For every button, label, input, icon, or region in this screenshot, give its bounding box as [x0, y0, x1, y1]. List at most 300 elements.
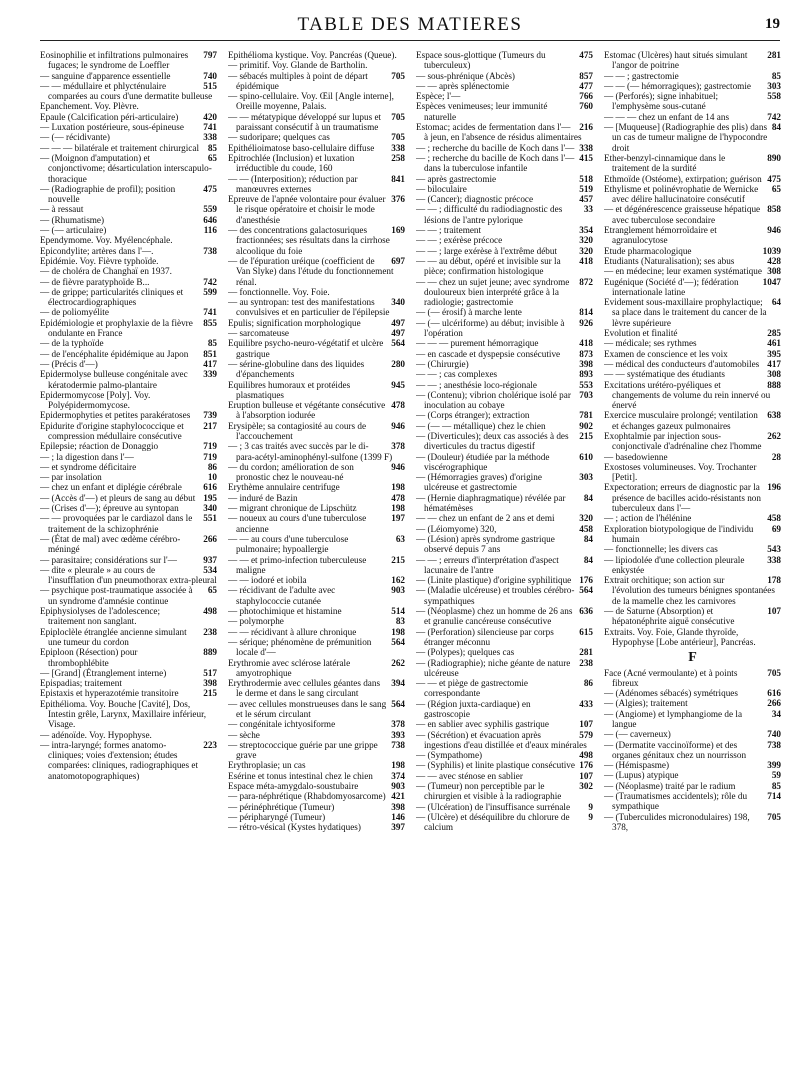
- entry-page-ref: 477: [579, 80, 593, 91]
- entry-page-ref: 519: [579, 183, 593, 194]
- index-entry: [40, 307, 217, 317]
- entry-page-ref: 376: [391, 194, 405, 205]
- entry-page-ref: 705: [767, 667, 781, 678]
- index-entry: [228, 534, 405, 555]
- entry-page-ref: 116: [203, 225, 217, 236]
- entry-text: Erythème annulaire centrifuge: [228, 482, 340, 493]
- entry-text: Epreuve de l'apnée volontaire pour évaluer le risque opératoire et choisir le mode d'anesthésie: [228, 194, 386, 225]
- page-title: TABLE DES MATIERES: [297, 14, 523, 35]
- index-entry: [416, 606, 593, 627]
- entry-text: — (Léiomyome) 320,: [416, 523, 497, 534]
- entry-text: Epispadias; traitement: [40, 678, 122, 689]
- index-entry: [604, 297, 781, 328]
- index-entry: [604, 153, 781, 174]
- entry-text: Eosinophilie et infiltrations pulmonaires fugaces; le syndrome de Loeffler: [40, 50, 189, 71]
- index-entry: [604, 204, 781, 225]
- entry-page-ref: 738: [391, 739, 405, 750]
- entry-text: Epidémie. Voy. Fièvre typhoïde.: [40, 255, 159, 266]
- entry-text: — (Radiographie); niche géante de nature ulcéreuse: [416, 657, 571, 678]
- entry-text: — (Maladie ulcéreuse) et troubles cérébro-sympathiques: [416, 585, 575, 606]
- index-entry: [416, 174, 593, 184]
- entry-page-ref: 610: [579, 451, 593, 462]
- index-entry: [228, 812, 405, 822]
- entry-page-ref: 281: [579, 647, 593, 658]
- entry-text: — parasitaire; considérations sur l'—: [40, 554, 177, 565]
- entry-page-ref: 888: [767, 379, 781, 390]
- index-entry: [416, 472, 593, 493]
- index-entry: [416, 235, 593, 245]
- entry-text: — (Moignon d'amputation) et conjonctivome; désarticulation interscapulo-thoracique: [40, 152, 212, 184]
- index-entry: [228, 194, 405, 225]
- entry-text: — (Syphilis) et linite plastique consécutive: [416, 760, 575, 771]
- entry-text: Equilibres humoraux et protéides plasmatiques: [228, 379, 351, 400]
- index-entry: [604, 698, 781, 708]
- index-entry: [228, 616, 405, 626]
- entry-text: — à ressaut: [40, 204, 84, 215]
- index-entry: [416, 802, 593, 812]
- entry-page-ref: 417: [767, 358, 781, 369]
- page-number: 19: [765, 16, 780, 32]
- entry-page-ref: 741: [203, 307, 217, 318]
- entry-page-ref: 564: [391, 636, 405, 647]
- entry-page-ref: 398: [391, 801, 405, 812]
- index-entry: [604, 452, 781, 462]
- entry-text: — (État de mal) avec œdème cérébro-méningé: [40, 533, 181, 555]
- index-entry: [40, 266, 217, 276]
- entry-page-ref: 65: [771, 183, 781, 194]
- index-entry: [40, 225, 217, 235]
- entry-text: Face (Acné vermoulante) et à points fibreux: [604, 667, 738, 688]
- index-entry: [40, 81, 217, 102]
- index-entry: [40, 555, 217, 565]
- entry-page-ref: 281: [767, 50, 781, 60]
- entry-text: Estomac (Ulcères) haut situés simulant l'angor de poitrine: [604, 50, 748, 71]
- index-entry: [416, 647, 593, 657]
- index-entry: [416, 699, 593, 720]
- entry-text: Etude pharmacologique: [604, 245, 692, 256]
- entry-text: Espèces venimeuses; leur immunité naturelle: [416, 101, 548, 122]
- index-entry: [40, 472, 217, 482]
- index-entry: [604, 184, 781, 205]
- entry-text: Evolution et finalité: [604, 328, 678, 339]
- entry-page-ref: 739: [203, 410, 217, 421]
- entry-page-ref: 514: [391, 606, 405, 617]
- index-entry: [40, 534, 217, 555]
- index-entry: [604, 688, 781, 698]
- entry-page-ref: 872: [579, 276, 593, 287]
- entry-text: — (Adénomes sébacés) symétriques: [604, 688, 738, 699]
- entry-text: Epidémiologie et prophylaxie de la fièvre ondulante en France: [40, 317, 193, 339]
- entry-page-ref: 719: [203, 451, 217, 462]
- index-entry: [604, 606, 781, 627]
- index-entry: [604, 812, 781, 833]
- entry-page-ref: 428: [767, 255, 781, 266]
- index-entry: [228, 225, 405, 256]
- entry-text: — — ; exérèse précoce: [416, 235, 503, 246]
- index-entry: [228, 338, 405, 359]
- entry-page-ref: 63: [395, 533, 405, 544]
- entry-text: — en sablier avec syphilis gastrique: [416, 719, 549, 730]
- entry-text: Ethylisme et polinévrophatie de Wernicke avec délire hallucinatoire consécutif: [604, 183, 759, 205]
- entry-text: Exploration biotypologique de l'individu humain: [604, 523, 754, 544]
- entry-page-ref: 738: [203, 245, 217, 256]
- entry-page-ref: 553: [579, 379, 593, 390]
- entry-page-ref: 178: [767, 575, 781, 586]
- entry-text: Erythromie avec sclérose latérale amyotrophique: [228, 657, 351, 678]
- entry-page-ref: 34: [771, 708, 781, 719]
- entry-text: — (Traumatismes accidentels); rôle du sympathique: [604, 791, 748, 812]
- entry-text: — — après splénectomie: [416, 80, 510, 91]
- entry-text: — migrant chronique de Lipschütz: [228, 503, 357, 514]
- index-entry: [604, 174, 781, 184]
- index-entry: [228, 513, 405, 534]
- index-entry: [228, 771, 405, 781]
- entry-text: — sous-phrénique (Abcès): [416, 70, 515, 81]
- entry-text: — (Précis d'—): [40, 358, 98, 369]
- entry-text: — de Saturne (Absorption) et hépatonéphrite aiguë consécutive: [604, 606, 735, 627]
- index-entry: [228, 174, 405, 195]
- entry-text: — Luxation postérieure, sous-épineuse: [40, 122, 184, 133]
- entry-text: — (Sympathome): [416, 750, 483, 761]
- index-entry: [416, 585, 593, 606]
- entry-text: — adénoïde. Voy. Hypophyse.: [40, 729, 152, 740]
- entry-page-ref: 338: [767, 554, 781, 565]
- index-entry: [604, 740, 781, 761]
- entry-text: — — médullaire et phlycténulaire comparées au cours d'une dermatite bulleuse: [40, 80, 213, 102]
- index-entry: [40, 184, 217, 205]
- entry-text: — fonctionnelle; les divers cas: [604, 544, 718, 555]
- entry-text: — — systématique des étudiants: [604, 369, 725, 380]
- index-entry: [416, 760, 593, 770]
- entry-page-ref: 946: [391, 420, 405, 431]
- index-entry: [416, 81, 593, 91]
- entry-page-ref: 534: [203, 564, 217, 575]
- entry-text: — — (Interposition); réduction par manœuvres externes: [228, 173, 358, 194]
- index-entry: [40, 730, 217, 740]
- entry-page-ref: 320: [579, 245, 593, 256]
- entry-text: — médical des conducteurs d'automobiles: [604, 358, 760, 369]
- entry-text: — péripharyngé (Tumeur): [228, 811, 326, 822]
- index-entry: [228, 421, 405, 442]
- entry-page-ref: 855: [203, 317, 217, 328]
- index-entry: [416, 194, 593, 204]
- index-entry: [228, 359, 405, 380]
- entry-page-ref: 303: [579, 472, 593, 483]
- entry-text: — intra-laryngé; formes anatomo-cliniques; voies d'extension; études comparées: cliniques, radiographiques et anatomotopographiques): [40, 739, 199, 781]
- entry-page-ref: 873: [579, 348, 593, 359]
- entry-text: — — métatypique développé sur lupus et paraissant consécutif à un traumatisme: [228, 111, 382, 133]
- index-entry: [228, 606, 405, 616]
- entry-page-ref: 198: [391, 626, 405, 637]
- entry-text: — (Dermatite vaccinoïforme) et des organes génitaux chez un nourrisson: [604, 739, 747, 760]
- entry-page-ref: 937: [203, 554, 217, 565]
- entry-page-ref: 340: [203, 503, 217, 514]
- index-entry: [40, 565, 217, 586]
- index-entry: [604, 410, 781, 431]
- entry-page-ref: 417: [203, 358, 217, 369]
- entry-text: Excitations urétéro-pyéliques et changements de volume du rein innervé ou énervé: [604, 379, 771, 411]
- entry-page-ref: 198: [391, 482, 405, 493]
- entry-text: — (Algies); traitement: [604, 698, 688, 709]
- entry-text: — de choléra de Changhaï en 1937.: [40, 266, 172, 277]
- index-entry: [228, 802, 405, 812]
- entry-text: — fonctionnelle. Voy. Foie.: [228, 286, 330, 297]
- index-entry: [40, 277, 217, 287]
- entry-text: — (— caverneux): [604, 729, 671, 740]
- entry-text: — dite « pleurale » au cours de l'insufflation d'un pneumothorax extra-pleural: [40, 564, 217, 586]
- entry-page-ref: 338: [579, 142, 593, 153]
- entry-text: — congénitale ichtyosiforme: [228, 719, 336, 730]
- entry-page-ref: 498: [203, 606, 217, 617]
- entry-text: Epitrochlée (Inclusion) et luxation irréductible du coude, 160: [228, 152, 355, 174]
- index-entry: [604, 277, 781, 298]
- entry-text: — polymorphe: [228, 616, 284, 627]
- entry-page-ref: 65: [207, 152, 217, 163]
- entry-page-ref: 599: [203, 286, 217, 297]
- entry-text: Exostoses volumineuses. Voy. Trochanter [Petit].: [604, 461, 757, 483]
- index-entry: [40, 585, 217, 606]
- entry-page-ref: 646: [203, 214, 217, 225]
- entry-page-ref: 238: [579, 657, 593, 668]
- entry-page-ref: 814: [579, 307, 593, 318]
- index-entry: [40, 647, 217, 668]
- entry-text: Epidermolyse bulleuse congénitale avec kératodermie palmo-plantaire: [40, 369, 188, 390]
- entry-text: — (Hémorragies graves) d'origine ulcéreuse et gastrectomie: [416, 472, 542, 493]
- entry-page-ref: 475: [579, 50, 593, 60]
- entry-text: — (Région juxta-cardiaque) en gastroscopie: [416, 698, 531, 719]
- entry-text: — spino-cellulaire. Voy. Œil [Angle interne], Oreille moyenne, Palais.: [228, 91, 394, 112]
- entry-text: Ependymome. Voy. Myélencéphale.: [40, 235, 173, 246]
- entry-page-ref: 543: [767, 544, 781, 555]
- entry-page-ref: 266: [767, 698, 781, 709]
- index-entry: [40, 503, 217, 513]
- entry-text: — par insolation: [40, 472, 102, 483]
- index-entry: [40, 410, 217, 420]
- entry-text: — (Angiome) et lymphangiome de la langue: [604, 708, 743, 729]
- index-entry: [416, 719, 593, 729]
- entry-text: Epithélioma kystique. Voy. Pancréas (Queue).: [228, 50, 397, 60]
- entry-text: — (Contenu); vibrion cholérique isolé par inoculation au cobaye: [416, 389, 571, 411]
- entry-text: Epidermomycose [Poly]. Voy. Polyépidermomycose.: [40, 389, 151, 411]
- entry-text: — périnéphrétique (Tumeur): [228, 801, 335, 812]
- entry-text: — — ; erreurs d'interprétation d'aspect lacunaire de l'antre: [416, 554, 559, 575]
- entry-page-ref: 354: [579, 225, 593, 236]
- entry-page-ref: 107: [579, 770, 593, 781]
- entry-page-ref: 217: [203, 420, 217, 431]
- entry-page-ref: 475: [767, 173, 781, 184]
- index-entry: [40, 441, 217, 451]
- index-entry: [228, 328, 405, 338]
- entry-page-ref: 740: [767, 729, 781, 740]
- entry-text: — — ; difficulté du radiodiagnostic des lésions de l'antre pylorique: [416, 204, 563, 225]
- entry-page-ref: 338: [391, 142, 405, 153]
- entry-page-ref: 636: [579, 606, 593, 617]
- entry-text: — (Corps étranger); extraction: [416, 410, 530, 421]
- index-entry: [604, 770, 781, 780]
- index-entry: [228, 153, 405, 174]
- index-entry: [228, 400, 405, 421]
- index-column-1: [40, 50, 217, 1076]
- index-entry: [40, 627, 217, 648]
- entry-page-ref: 705: [391, 132, 405, 143]
- entry-text: — — avec sténose en sablier: [416, 770, 523, 781]
- index-entry: [40, 462, 217, 472]
- entry-text: Examen de conscience et les voix: [604, 348, 728, 359]
- index-entry: [604, 431, 781, 452]
- index-entry: [228, 555, 405, 576]
- index-entry: [40, 740, 217, 781]
- index-entry: [604, 380, 781, 411]
- index-entry: [416, 143, 593, 153]
- index-entry: [416, 410, 593, 420]
- entry-text: — (Tuberculides micronodulaires) 198, 378,: [604, 811, 750, 832]
- entry-text: Equilibre psycho-neuro-végétatif et ulcère gastrique: [228, 338, 384, 359]
- entry-text: — sérique; phénomène de prémunition locale d'—: [228, 636, 372, 658]
- entry-text: — avec cellules monstrueuses dans le sang et le sérum circulant: [228, 698, 387, 719]
- index-entry: [604, 575, 781, 606]
- entry-page-ref: 458: [579, 523, 593, 534]
- index-entry: [604, 112, 781, 122]
- entry-page-ref: 742: [767, 111, 781, 122]
- entry-text: — [Muqueuse] (Radiographie des plis) dans un cas de tumeur maligne de l'hypocondre droit: [604, 122, 768, 153]
- entry-text: Eugénique (Société d'—); fédération internationale latine: [604, 276, 739, 297]
- index-entry: [40, 122, 217, 132]
- entry-page-ref: 1047: [762, 276, 781, 287]
- entry-page-ref: 162: [391, 575, 405, 586]
- entry-text: — streptococcique guérie par une grippe grave: [228, 739, 378, 761]
- header-rule: [40, 40, 780, 41]
- entry-text: — — provoquées par le cardiazol dans le traitement de la schizophrénie: [40, 513, 193, 534]
- entry-text: Esérine et tonus intestinal chez le chien: [228, 770, 373, 781]
- entry-page-ref: 10: [207, 472, 217, 483]
- entry-page-ref: 84: [583, 554, 593, 565]
- index-entry: [604, 760, 781, 770]
- entry-text: Etranglement hémorroïdaire et agranulocytose: [604, 225, 717, 246]
- entry-text: — (Linite plastique) d'origine syphilitique: [416, 575, 572, 586]
- entry-text: — (Cancer); diagnostic précoce: [416, 194, 534, 205]
- entry-page-ref: 28: [771, 451, 781, 462]
- entry-text: — (— ulcériforme) au début; invisible à l'opération: [416, 317, 565, 339]
- index-entry: [416, 431, 593, 452]
- entry-page-ref: 515: [203, 80, 217, 91]
- index-entry: [416, 380, 593, 390]
- index-entry: [604, 246, 781, 256]
- index-entry: [40, 132, 217, 142]
- index-entry: [604, 555, 781, 576]
- index-entry: [416, 524, 593, 534]
- index-entry: [40, 101, 217, 111]
- entry-text: — sérine-globuline dans des liquides d'épanchements: [228, 358, 365, 380]
- entry-page-ref: 478: [391, 400, 405, 411]
- entry-page-ref: 258: [391, 152, 405, 163]
- index-entry: [416, 225, 593, 235]
- entry-page-ref: 498: [579, 750, 593, 761]
- entry-page-ref: 216: [579, 122, 593, 133]
- entry-page-ref: 84: [583, 533, 593, 544]
- entry-text: — (Lésion) après syndrome gastrique observé depuis 7 ans: [416, 533, 555, 555]
- index-entry: [416, 277, 593, 308]
- index-entry: [604, 781, 781, 791]
- index-entry: [604, 349, 781, 359]
- entry-page-ref: 399: [767, 760, 781, 771]
- entry-page-ref: 84: [771, 122, 781, 133]
- index-entry: [416, 575, 593, 585]
- entry-text: — de la typhoïde: [40, 338, 104, 349]
- entry-page-ref: 564: [391, 698, 405, 709]
- index-entry: [40, 493, 217, 503]
- entry-page-ref: 398: [579, 358, 593, 369]
- entry-text: Ethmoïde (Ostéome), extirpation; guérison: [604, 173, 762, 184]
- index-entry: [604, 668, 781, 689]
- index-entry: [416, 534, 593, 555]
- entry-text: Erysipèle; sa contagiosité au cours de l'accouchement: [228, 420, 367, 441]
- entry-text: — (Polypes); quelques cas: [416, 647, 515, 658]
- index-entry: [40, 256, 217, 266]
- entry-page-ref: 705: [391, 70, 405, 81]
- entry-text: Epiploclèle étranglée ancienne simulant une tumeur du cordon: [40, 626, 187, 647]
- entry-page-ref: 262: [391, 657, 405, 668]
- entry-text: — — ; anesthésie loco-régionale: [416, 379, 537, 390]
- entry-page-ref: 374: [391, 770, 405, 781]
- entry-page-ref: 714: [767, 791, 781, 802]
- entry-page-ref: 83: [395, 616, 405, 627]
- index-entry: [40, 153, 217, 184]
- entry-text: — de poliomyélite: [40, 307, 109, 318]
- entry-text: — psychique post-traumatique associée à un syndrome d'amnésie continue: [40, 585, 193, 606]
- entry-text: — — et primo-infection tuberculeuse maligne: [228, 554, 367, 575]
- entry-page-ref: 703: [579, 389, 593, 400]
- entry-page-ref: 841: [391, 173, 405, 184]
- entry-page-ref: 766: [579, 91, 593, 102]
- index-entry: [416, 246, 593, 256]
- entry-page-ref: 461: [767, 338, 781, 349]
- entry-page-ref: 339: [203, 369, 217, 380]
- entry-text: — de grippe; particularités cliniques et électrocardiographiques: [40, 286, 184, 308]
- entry-page-ref: 741: [203, 122, 217, 133]
- index-entry: [228, 462, 405, 483]
- entry-text: — — ; traitement: [416, 225, 482, 236]
- entry-page-ref: 497: [391, 328, 405, 339]
- index-entry: [228, 493, 405, 503]
- index-entry: [40, 112, 217, 122]
- entry-text: — (Ulcère) et déséquilibre du chlorure de calcium: [416, 811, 570, 833]
- entry-text: Epistaxis et hyperazotémie transitoire: [40, 688, 179, 699]
- index-entry: [40, 338, 217, 348]
- entry-text: — (Crises d'—); épreuve au syntopan: [40, 503, 179, 514]
- index-entry: [604, 91, 781, 112]
- index-entry: [228, 441, 405, 462]
- index-entry: [40, 246, 217, 256]
- index-entry: [604, 482, 781, 513]
- entry-text: — noueux au cours d'une tuberculose ancienne: [228, 513, 367, 534]
- entry-page-ref: 59: [771, 770, 781, 781]
- index-entry: [228, 60, 405, 70]
- index-entry: [40, 513, 217, 534]
- entry-text: Epidurite d'origine staphylococcique et compression médullaire consécutive: [40, 420, 184, 441]
- entry-text: Estomac; acides de fermentation dans l'— à jeun, en l'absence de résidus alimentaires: [416, 122, 582, 143]
- index-entry: [416, 91, 593, 101]
- entry-page-ref: 169: [391, 225, 405, 236]
- entry-page-ref: 33: [583, 204, 593, 215]
- entry-text: — — — bilatérale et traitement chirurgical: [40, 142, 200, 153]
- index-entry: [416, 781, 593, 802]
- entry-page-ref: 69: [771, 523, 781, 534]
- entry-page-ref: 475: [203, 183, 217, 194]
- entry-text: — (Douleur) étudiée par la méthode viscérographique: [416, 451, 550, 472]
- entry-text: Eruption bulleuse et végétante consécutive à l'absorption iodurée: [228, 400, 386, 421]
- entry-text: — — au début, opéré et invisible sur la pièce; confirmation histologique: [416, 255, 561, 277]
- entry-page-ref: 262: [767, 430, 781, 441]
